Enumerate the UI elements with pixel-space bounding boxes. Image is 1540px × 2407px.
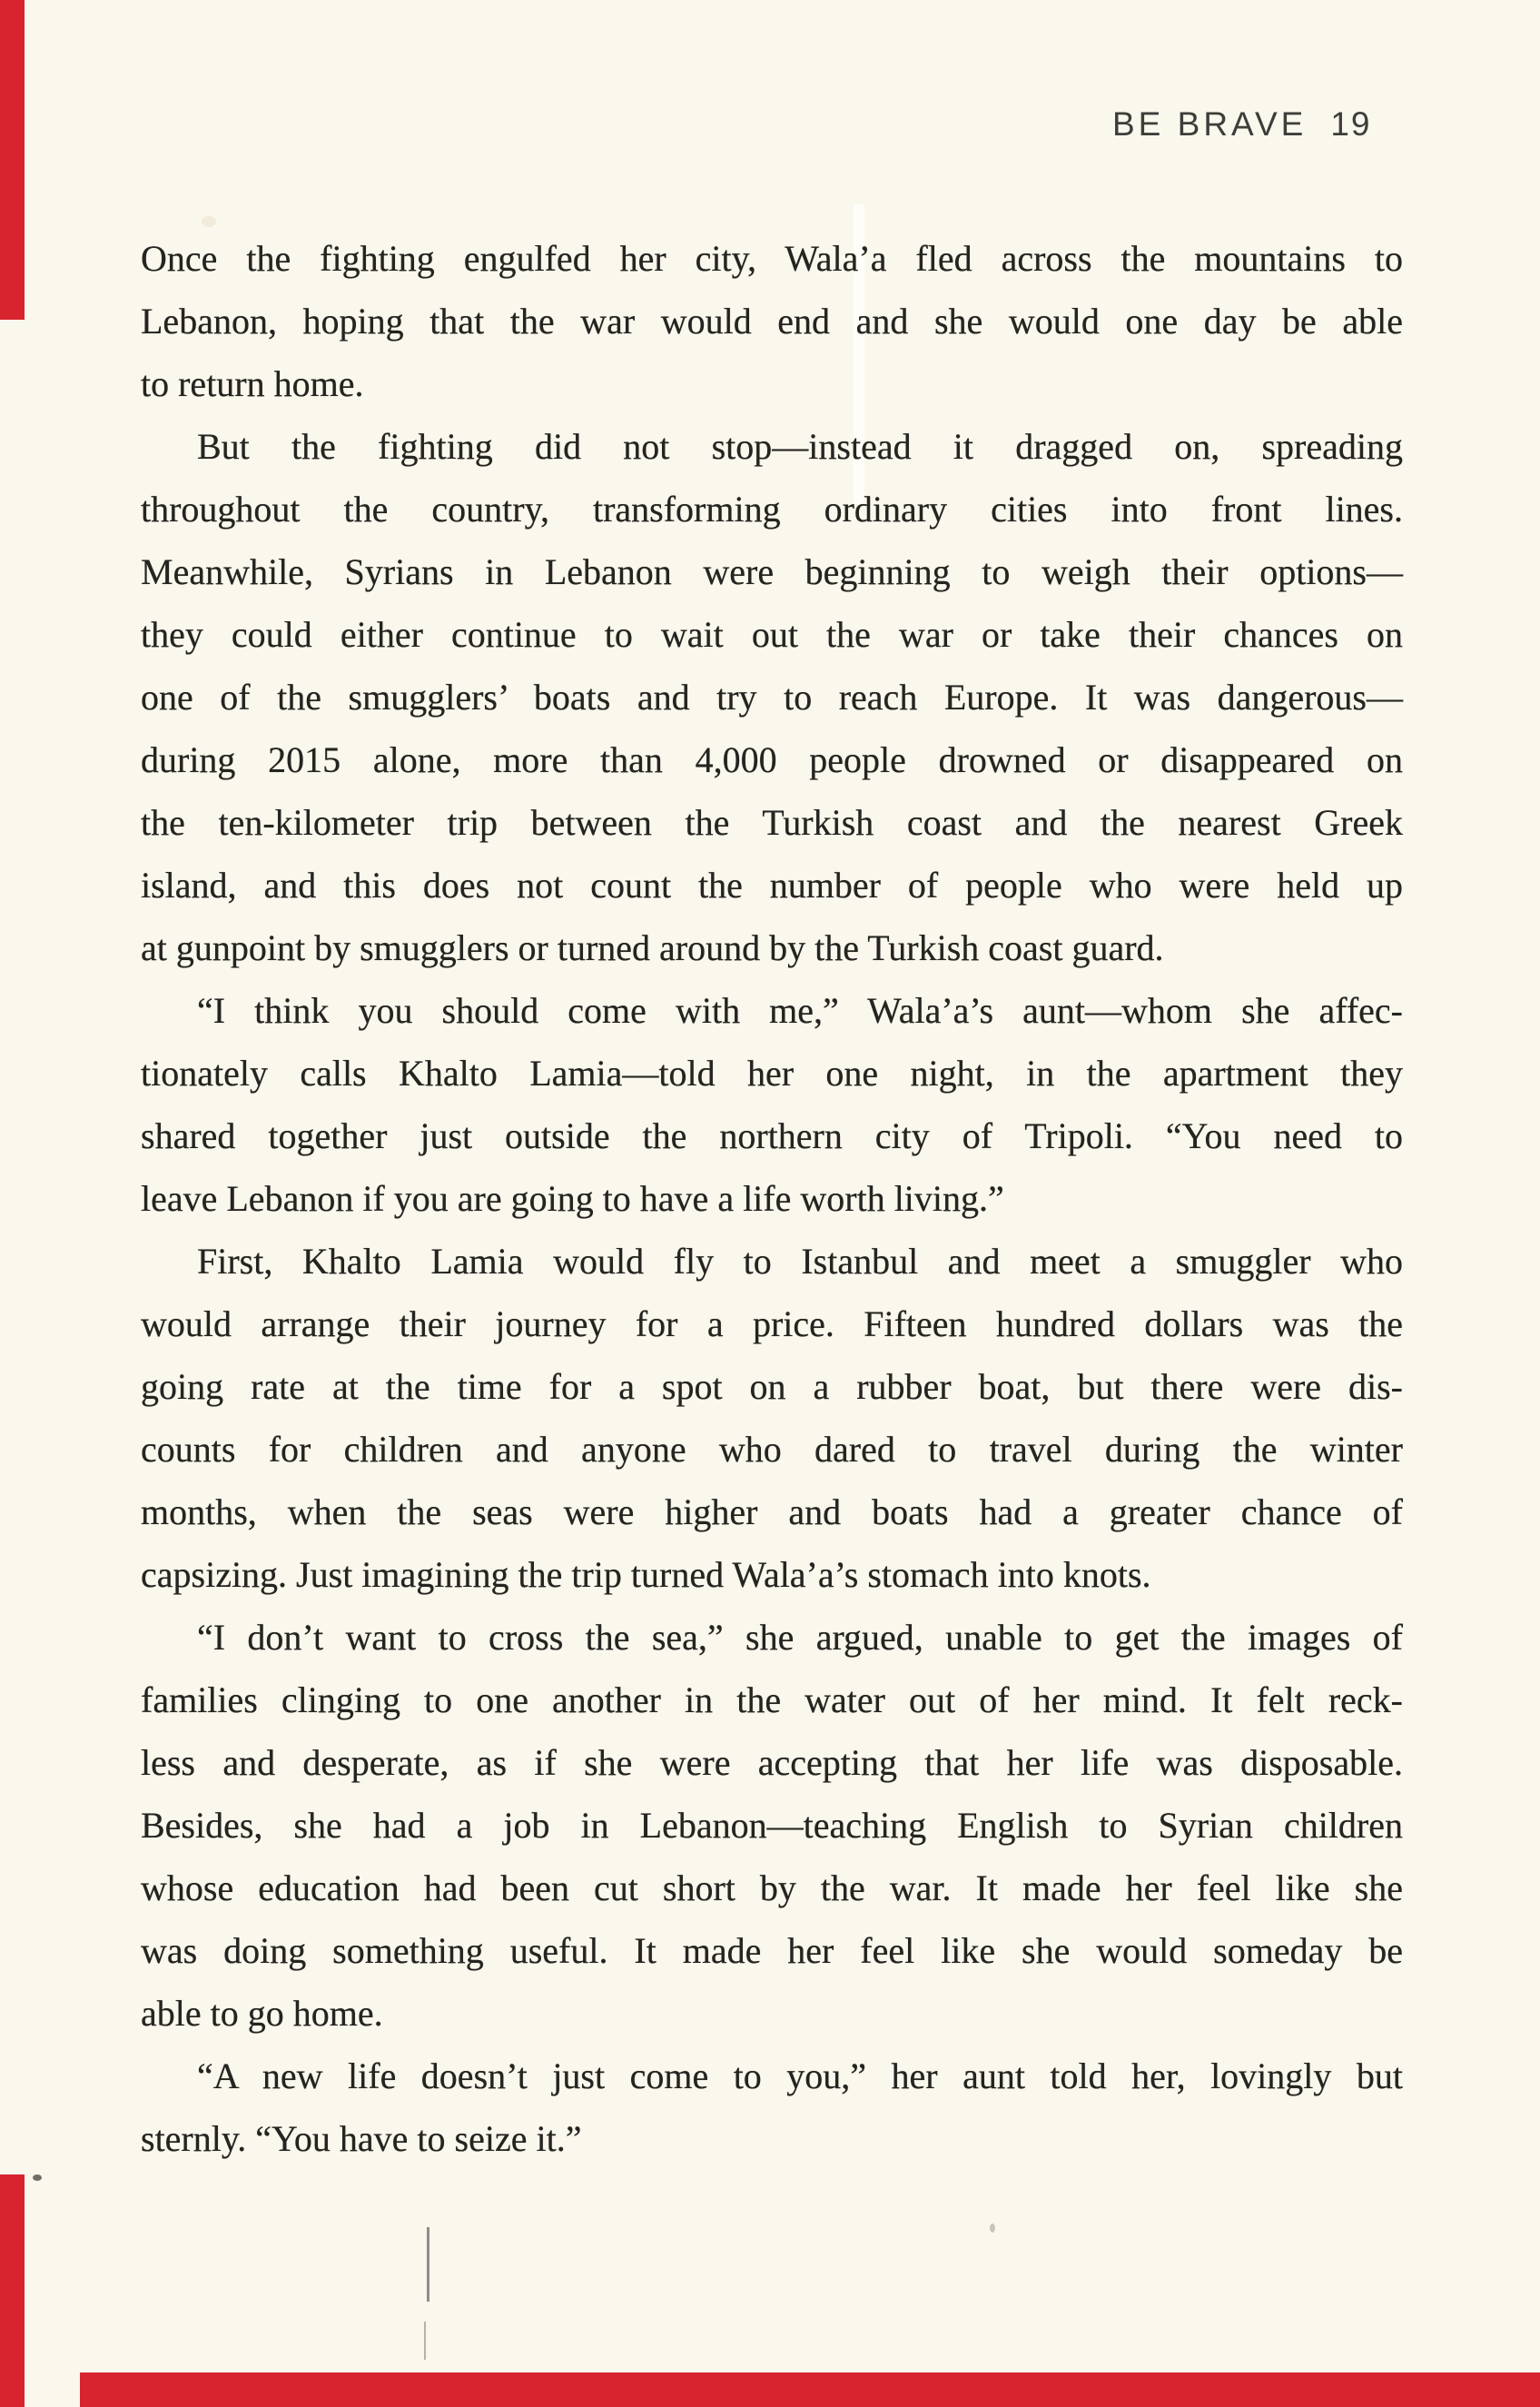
page-number: 19	[1330, 105, 1372, 143]
text-line: tionately calls Khalto Lamia—told her one night, in the apartment they	[141, 1053, 1403, 1094]
text-line: at gunpoint by smugglers or turned around by the Turkish coast guard.	[141, 927, 1164, 968]
text-line: would arrange their journey for a price. Fifteen hundred dollars was the	[141, 1303, 1403, 1344]
text-line: But the fighting did not stop—instead it dragged on, spreading	[197, 426, 1403, 467]
text-line: “I don’t want to cross the sea,” she argued, unable to get the images of	[197, 1617, 1403, 1658]
text-line: whose education had been cut short by the war. It made her feel like she	[141, 1867, 1403, 1908]
chapter-title: BE BRAVE	[1112, 105, 1308, 143]
text-line: leave Lebanon if you are going to have a life worth living.”	[141, 1178, 1004, 1219]
text-line: First, Khalto Lamia would fly to Istanbul and meet a smuggler who	[197, 1241, 1403, 1282]
text-line: going rate at the time for a spot on a rubber boat, but there were dis-	[141, 1366, 1403, 1407]
text-line: Lebanon, hoping that the war would end and she would one day be able	[141, 301, 1403, 342]
book-cover-edge-top-left	[0, 0, 25, 320]
text-line: Besides, she had a job in Lebanon—teaching English to Syrian children	[141, 1805, 1403, 1846]
text-line: sternly. “You have to seize it.”	[141, 2118, 582, 2159]
text-line: capsizing. Just imagining the trip turned Wala’a’s stomach into knots.	[141, 1554, 1151, 1595]
book-cover-edge-bottom	[80, 2372, 1540, 2407]
text-line: to return home.	[141, 363, 364, 404]
text-line: able to go home.	[141, 1993, 383, 2034]
text-line: the ten-kilometer trip between the Turkish coast and the nearest Greek	[141, 802, 1403, 843]
text-line: shared together just outside the northern city of Tripoli. “You need to	[141, 1115, 1403, 1156]
text-line: throughout the country, transforming ordinary cities into front lines.	[141, 489, 1403, 530]
scan-artifact	[990, 2224, 995, 2233]
text-line: families clinging to one another in the water out of her mind. It felt reck-	[141, 1679, 1403, 1720]
text-line: was doing something useful. It made her feel like she would someday be	[141, 1930, 1403, 1971]
text-line: months, when the seas were higher and boats had a greater chance of	[141, 1491, 1403, 1532]
scan-artifact	[202, 216, 216, 227]
running-header	[1112, 106, 1371, 143]
text-line: during 2015 alone, more than 4,000 people drowned or disappeared on	[141, 739, 1403, 780]
text-line: one of the smugglers’ boats and try to reach Europe. It was dangerous—	[141, 677, 1403, 718]
text-line: Meanwhile, Syrians in Lebanon were beginning to weigh their options—	[141, 551, 1403, 592]
text-line: they could either continue to wait out the war or take their chances on	[141, 614, 1403, 655]
text-line: “I think you should come with me,” Wala’a’s aunt—whom she affec-	[197, 990, 1403, 1031]
text-line: counts for children and anyone who dared to travel during the winter	[141, 1429, 1403, 1470]
text-line: island, and this does not count the number of people who were held up	[141, 865, 1403, 906]
text-line: less and desperate, as if she were accepting that her life was disposable.	[141, 1742, 1403, 1783]
scan-artifact	[424, 2322, 426, 2360]
scan-artifact	[33, 2174, 42, 2181]
text-line: Once the fighting engulfed her city, Wala’a fled across the mountains to	[141, 238, 1403, 279]
book-cover-edge-bottom-left	[0, 2174, 25, 2407]
text-line: “A new life doesn’t just come to you,” her aunt told her, lovingly but	[197, 2055, 1403, 2096]
scan-artifact	[427, 2227, 429, 2302]
body-text	[141, 227, 1403, 2170]
